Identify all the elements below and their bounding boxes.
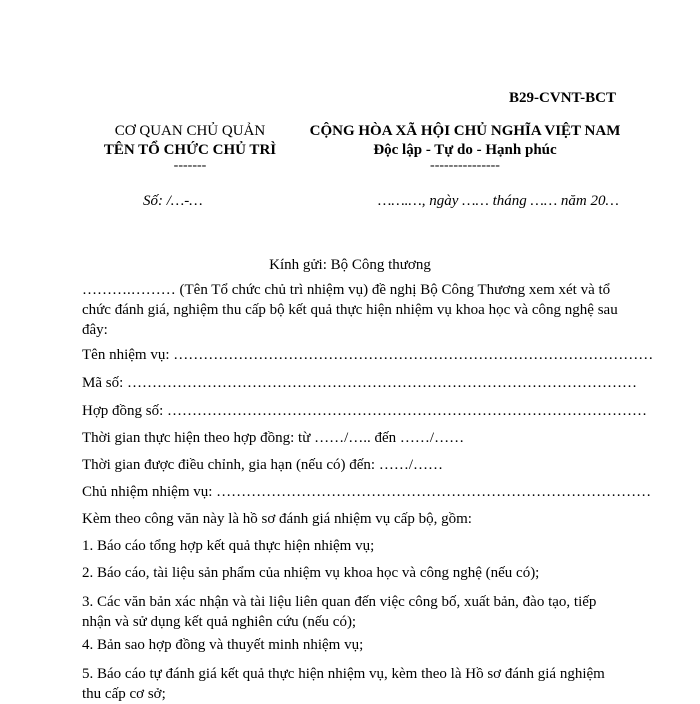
form-code: B29-CVNT-BCT xyxy=(509,90,616,106)
field-extension: Thời gian được điều chỉnh, gia hạn (nếu có) đến: ……/…… xyxy=(82,457,443,473)
attachments-intro: Kèm theo công văn này là hồ sơ đánh giá nhiệm vụ cấp bộ, gồm: xyxy=(82,511,472,527)
national-header xyxy=(280,122,650,172)
nation-title: CỘNG HÒA XÃ HỘI CHỦ NGHĨA VIỆT NAM xyxy=(309,123,621,139)
agency-line2: TÊN TỔ CHỨC CHỦ TRÌ xyxy=(103,142,277,158)
attachment-item: 5. Báo cáo tự đánh giá kết quả thực hiện nhiệm vụ, kèm theo là Hồ sơ đánh giá nghiệm thu cấp cơ sở; xyxy=(82,666,605,702)
field-code: Mã số: ………………………………………………………………………………………… xyxy=(82,375,637,391)
document-number: Số: /…-… xyxy=(143,193,203,209)
salutation: Kính gửi: Bộ Công thương xyxy=(269,257,431,273)
attachment-item: 2. Báo cáo, tài liệu sản phẩm của nhiệm vụ khoa học và công nghệ (nếu có); xyxy=(82,565,540,581)
attachment-item: 3. Các văn bản xác nhận và tài liệu liên quan đến việc công bố, xuất bản, đào tạo, tiếp nhận và sử dụng kết quả nghiên cứu (nếu có); xyxy=(82,594,597,630)
motto: Độc lập - Tự do - Hạnh phúc xyxy=(373,142,557,158)
field-leader: Chủ nhiệm nhiệm vụ: …………………………………………………………………………… xyxy=(82,484,652,500)
attachment-item: 4. Bản sao hợp đồng và thuyết minh nhiệm vụ; xyxy=(82,637,364,653)
motto-rule: --------------- xyxy=(430,158,500,173)
agency-header xyxy=(95,122,285,172)
intro-paragraph: ……….……… (Tên Tổ chức chủ trì nhiệm vụ) đề nghị Bộ Công Thương xem xét và tổ chức đánh giá, nghiệm thu cấp bộ kết quả thực hiện nhiệm vụ khoa học và công nghệ sau đây: xyxy=(82,282,618,338)
agency-rule: ------- xyxy=(173,158,207,173)
agency-line1: CƠ QUAN CHỦ QUẢN xyxy=(114,123,266,139)
attachment-item: 1. Báo cáo tổng hợp kết quả thực hiện nhiệm vụ; xyxy=(82,538,375,554)
document-date: …….…, ngày …… tháng …… năm 20… xyxy=(378,193,619,209)
field-period: Thời gian thực hiện theo hợp đồng: từ ……/….. đến ……/…… xyxy=(82,430,465,446)
field-task-name: Tên nhiệm vụ: …………………………………………………………………………………… xyxy=(82,347,654,363)
field-contract: Hợp đồng số: …………………………………………………………………………………… xyxy=(82,403,648,419)
